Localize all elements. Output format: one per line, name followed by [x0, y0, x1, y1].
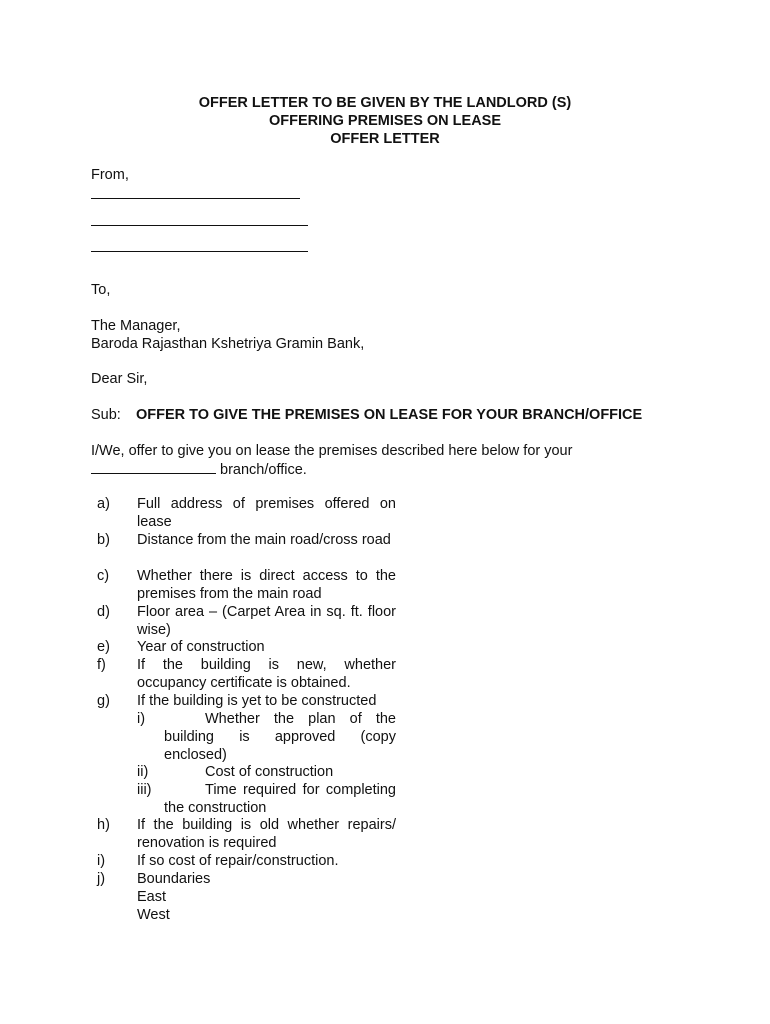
list-item-label: a) — [97, 496, 110, 512]
subject-text: OFFER TO GIVE THE PREMISES ON LEASE FOR YOUR BRANCH/OFFICE — [136, 407, 643, 423]
intro-line-1: I/We, offer to give you on lease the premises described here below for your — [91, 443, 573, 459]
list-item-label: c) — [97, 568, 110, 584]
list-item-label: h) — [97, 817, 110, 833]
subject-label: Sub: — [91, 407, 121, 423]
title-line-3: OFFER LETTER — [330, 131, 440, 147]
from-blank-line-3 — [91, 251, 308, 252]
sub-item-text: Whether the plan of the building is approved (copy enclosed) — [164, 711, 396, 763]
salutation: Dear Sir, — [91, 371, 148, 387]
branch-blank-line — [91, 459, 216, 474]
from-blank-line-1 — [91, 198, 300, 199]
list-item-text: Floor area – (Carpet Area in sq. ft. floor wise) — [137, 604, 396, 638]
list-item-text: If so cost of repair/construction. — [137, 853, 339, 869]
sub-item-label: i) — [137, 711, 146, 727]
list-item-label: e) — [97, 639, 110, 655]
boundary-east: East — [137, 889, 167, 905]
title-line-1: OFFER LETTER TO BE GIVEN BY THE LANDLORD (S) — [198, 95, 572, 111]
intro-line-2 — [91, 459, 307, 479]
addressee-line-2: Baroda Rajasthan Kshetriya Gramin Bank, — [91, 336, 365, 352]
list-item-label: f) — [97, 657, 106, 673]
list-item-label: j) — [97, 871, 106, 887]
list-item-label: g) — [97, 693, 110, 709]
boundary-west: West — [137, 907, 170, 923]
list-item-text: Full address of premises offered on lease — [137, 496, 396, 530]
list-item-label: d) — [97, 604, 110, 620]
list-item-text: If the building is new, whether occupancy certificate is obtained. — [137, 657, 396, 691]
list-item-text: Whether there is direct access to the premises from the main road — [137, 568, 396, 602]
title-line-2: OFFERING PREMISES ON LEASE — [268, 113, 502, 129]
sub-item-label: ii) — [137, 764, 149, 780]
list-item-text: If the building is yet to be constructed — [137, 693, 377, 709]
list-item-text: Boundaries — [137, 871, 211, 887]
list-item-text: If the building is old whether repairs/ renovation is required — [137, 817, 396, 851]
addressee-line-1: The Manager, — [91, 318, 181, 334]
sub-item-label: iii) — [137, 782, 152, 798]
sub-item-text: Cost of construction — [205, 764, 334, 780]
sub-item-text: Time required for completing the construction — [164, 782, 396, 816]
list-item-label: b) — [97, 532, 110, 548]
list-item-label: i) — [97, 853, 106, 869]
from-blank-line-2 — [91, 225, 308, 226]
intro-line-2-suffix: branch/office. — [216, 462, 307, 478]
list-item-text: Year of construction — [137, 639, 265, 655]
to-label: To, — [91, 282, 111, 298]
list-item-text: Distance from the main road/cross road — [137, 532, 391, 548]
from-label: From, — [91, 167, 129, 183]
